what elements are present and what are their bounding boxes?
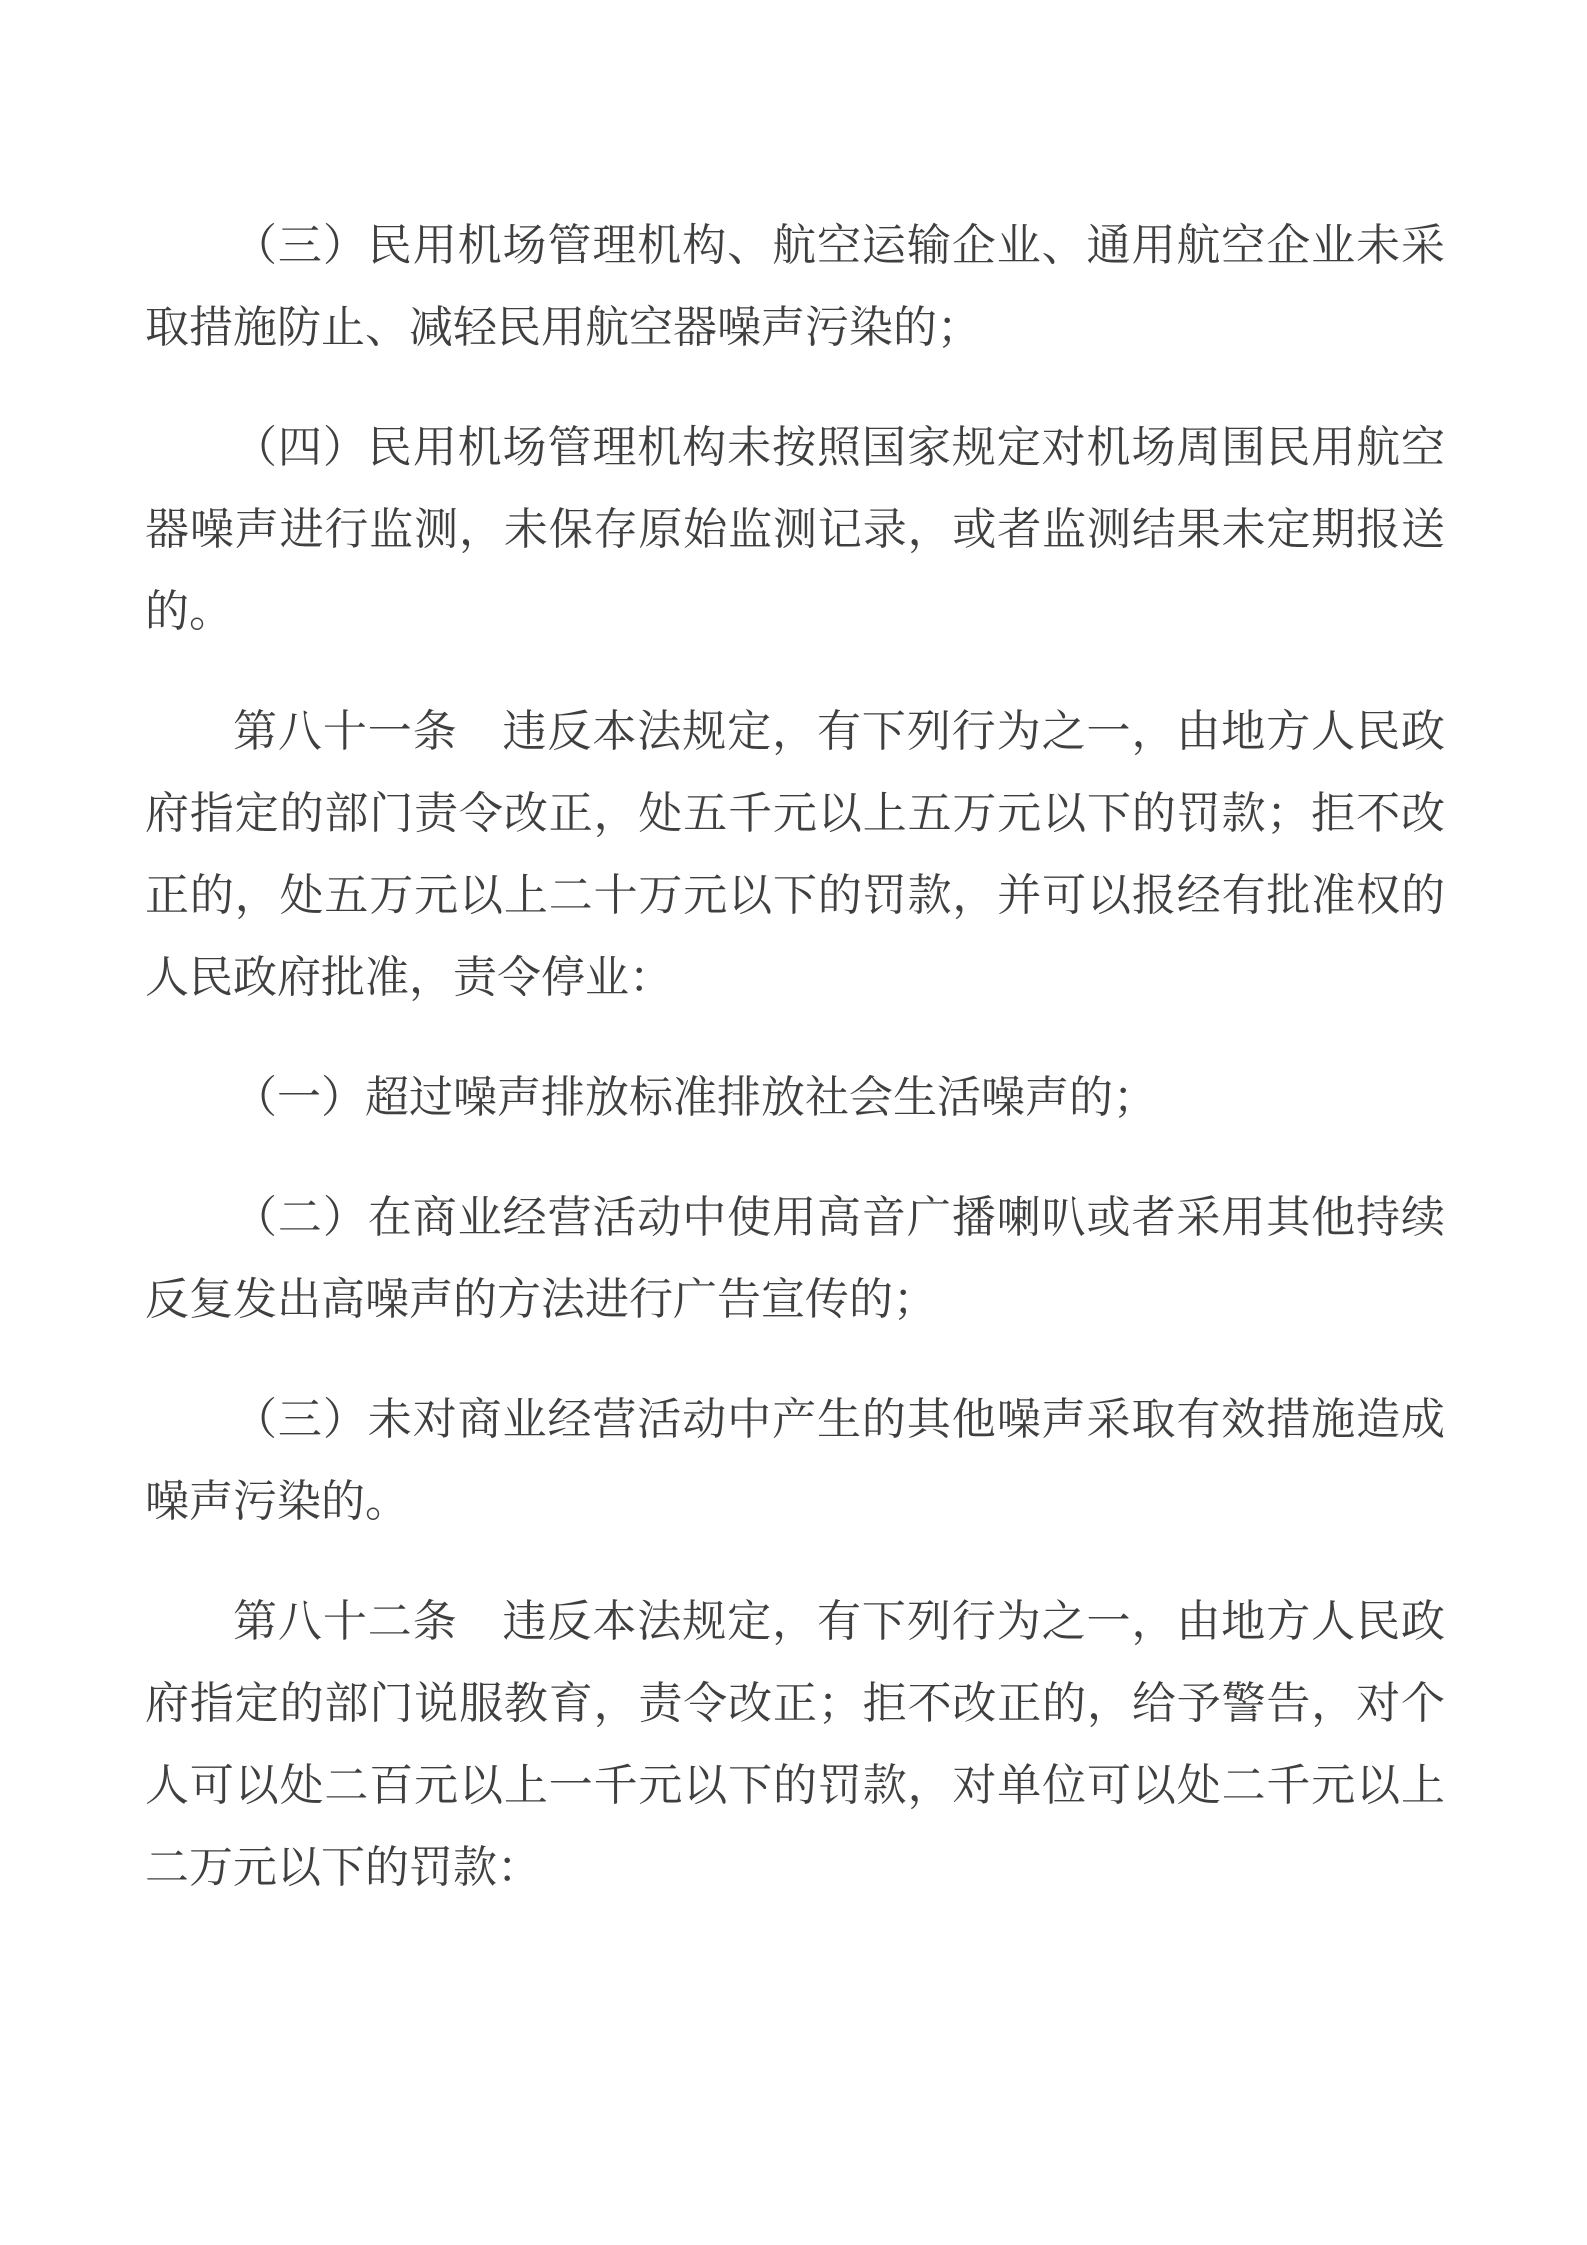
document-body bbox=[145, 205, 1445, 1909]
paragraph-article-82: 第八十二条 违反本法规定，有下列行为之一，由地方人民政府指定的部门说服教育，责令改正；拒不改正的，给予警告，对个人可以处二百元以上一千元以下的罚款，对单位可以处二千元以上二万元以下的罚款： bbox=[145, 1597, 1445, 1892]
paragraph-article-81: 第八十一条 违反本法规定，有下列行为之一，由地方人民政府指定的部门责令改正，处五千元以上五万元以下的罚款；拒不改正的，处五万元以上二十万元以下的罚款，并可以报经有批准权的人民政府批准，责令停业： bbox=[145, 707, 1445, 1002]
paragraph-item-3-airport: （三）民用机场管理机构、航空运输企业、通用航空企业未采取措施防止、减轻民用航空器噪声污染的； bbox=[145, 221, 1445, 352]
paragraph-article-81-item-3: （三）未对商业经营活动中产生的其他噪声采取有效措施造成噪声污染的。 bbox=[145, 1395, 1445, 1526]
paragraph-article-81-item-1: （一）超过噪声排放标准排放社会生活噪声的； bbox=[233, 1073, 1157, 1122]
paragraph-article-81-item-2: （二）在商业经营活动中使用高音广播喇叭或者采用其他持续反复发出高噪声的方法进行广告宣传的； bbox=[145, 1193, 1445, 1324]
paragraph-item-4-monitoring: （四）民用机场管理机构未按照国家规定对机场周围民用航空器噪声进行监测，未保存原始监测记录，或者监测结果未定期报送的。 bbox=[145, 423, 1445, 636]
